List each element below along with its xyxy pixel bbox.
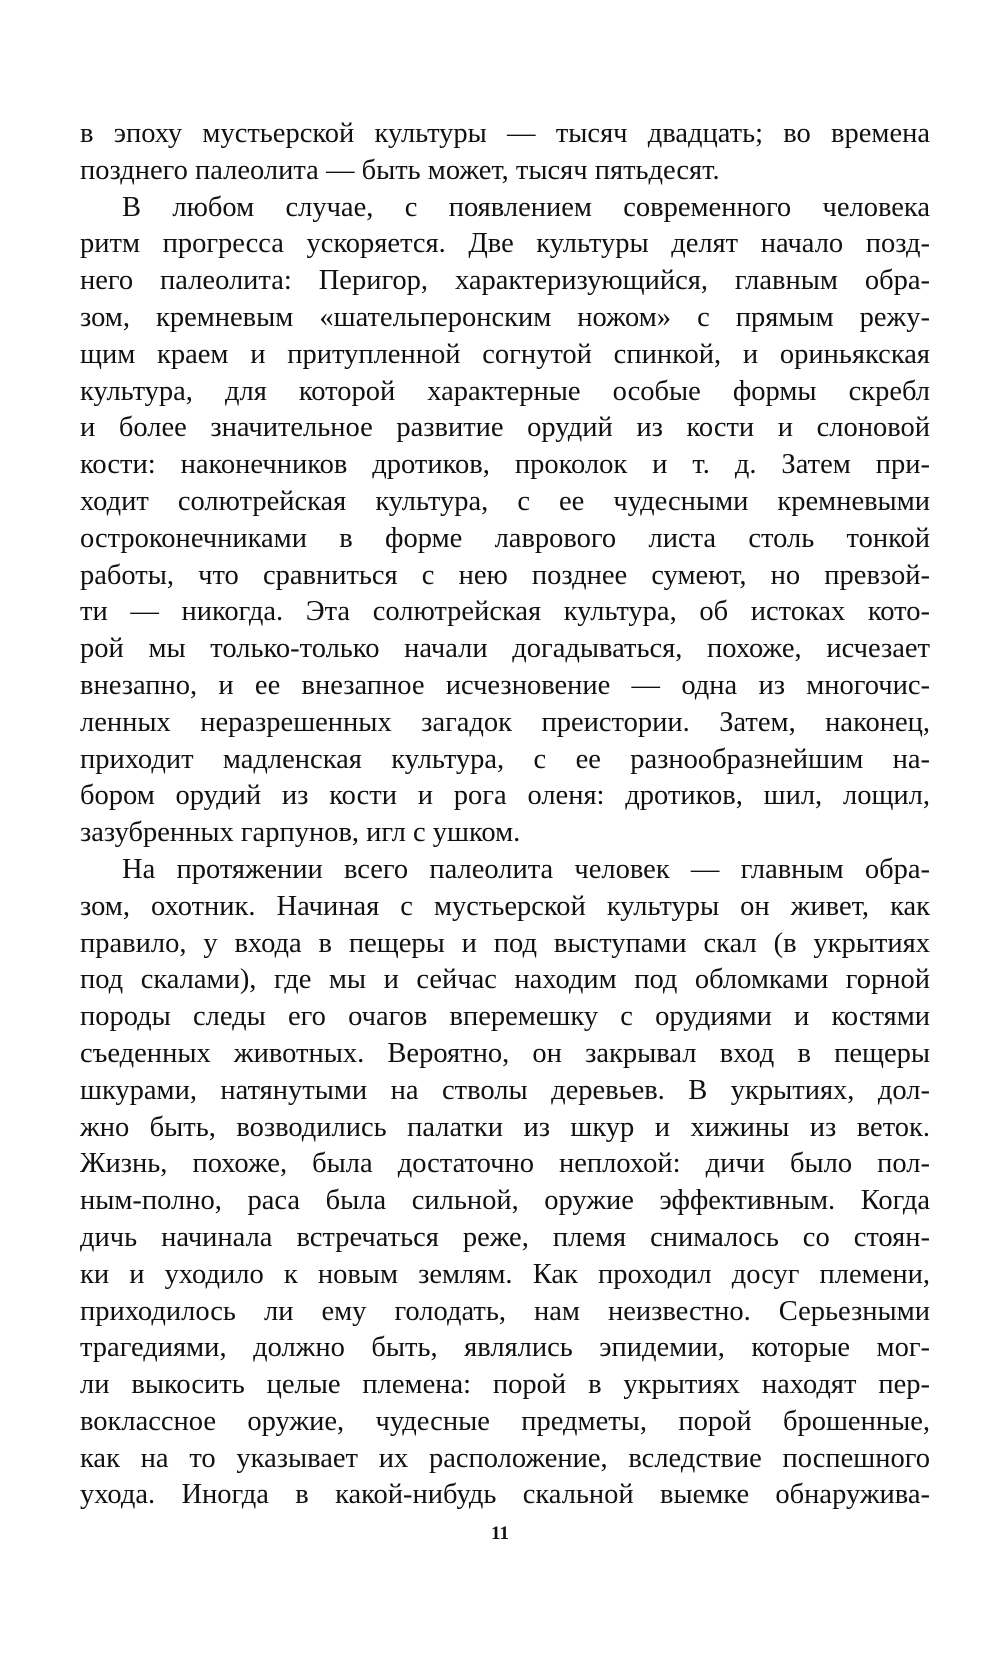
text-line: шкурами, натянутыми на стволы деревьев. В укрытиях, дол- xyxy=(80,1074,930,1106)
text-line: позднего палеолита — быть может, тысяч пятьдесят. xyxy=(80,154,720,186)
text-line: под скалами), где мы и сейчас находим под обломками горной xyxy=(80,964,930,996)
text-line: остроконечниками в форме лаврового листа столь тонкой xyxy=(80,522,930,554)
text-line: воклассное оружие, чудесные предметы, порой брошенные, xyxy=(80,1405,930,1437)
text-line: него палеолита: Перигор, характеризующийся, главным обра- xyxy=(80,265,930,297)
text-line: рой мы только-только начали догадываться, похоже, исчезает xyxy=(80,633,930,665)
text-line: и более значительное развитие орудий из кости и слоновой xyxy=(80,412,930,444)
text-line: внезапно, и ее внезапное исчезновение — одна из многочис- xyxy=(80,669,930,701)
page-number: 11 xyxy=(491,1523,509,1544)
text-line: дичь начинала встречаться реже, племя снималось со стоян- xyxy=(80,1221,930,1253)
text-line: На протяжении всего палеолита человек — главным обра- xyxy=(122,853,930,885)
text-line: приходилось ли ему голодать, нам неизвестно. Серьезными xyxy=(80,1295,930,1327)
text-line: правило, у входа в пещеры и под выступами скал (в укрытиях xyxy=(80,927,930,959)
text-line: кости: наконечников дротиков, проколок и т. д. Затем при- xyxy=(80,449,930,481)
text-line: В любом случае, с появлением современного человека xyxy=(122,191,930,223)
text-line: щим краем и притупленной согнутой спинкой, и ориньякская xyxy=(80,338,930,370)
text-line: ухода. Иногда в какой-нибудь скальной выемке обнаружива- xyxy=(80,1479,930,1511)
text-line: бором орудий из кости и рога оленя: дротиков, шил, лощил, xyxy=(80,780,930,812)
text-line: ным-полно, раса была сильной, оружие эффективным. Когда xyxy=(80,1185,930,1217)
text-line: ки и уходило к новым землям. Как проходил досуг племени, xyxy=(80,1258,930,1290)
text-line: ритм прогресса ускоряется. Две культуры делят начало позд- xyxy=(80,228,930,260)
body-text xyxy=(80,116,930,1514)
text-line: зом, кремневым «шательперонским ножом» с прямым режу- xyxy=(80,301,930,333)
text-line: жно быть, возводились палатки из шкур и хижины из веток. xyxy=(80,1111,930,1143)
text-line: ли выкосить целые племена: порой в укрытиях находят пер- xyxy=(80,1369,930,1401)
text-line: работы, что сравниться с нею позднее сумеют, но превзой- xyxy=(80,559,930,591)
text-line: трагедиями, должно быть, являлись эпидемии, которые мог- xyxy=(80,1332,930,1364)
text-line: Жизнь, похоже, была достаточно неплохой: дичи было пол- xyxy=(80,1148,930,1180)
text-line: съеденных животных. Вероятно, он закрывал вход в пещеры xyxy=(80,1037,930,1069)
text-line: культура, для которой характерные особые формы скребл xyxy=(80,375,930,407)
text-line: приходит мадленская культура, с ее разнообразнейшим на- xyxy=(80,743,930,775)
text-line: породы следы его очагов вперемешку с орудиями и костями xyxy=(80,1001,930,1033)
text-line: зом, охотник. Начиная с мустьерской культуры он живет, как xyxy=(80,890,930,922)
text-line: как на то указывает их расположение, вследствие поспешного xyxy=(80,1442,930,1474)
text-line: ходит солютрейская культура, с ее чудесными кремневыми xyxy=(80,485,930,517)
text-line: зазубренных гарпунов, игл с ушком. xyxy=(80,817,521,849)
text-line: в эпоху мустьерской культуры — тысяч двадцать; во времена xyxy=(80,118,930,149)
text-line: ти — никогда. Эта солютрейская культура, об истоках кото- xyxy=(80,596,930,628)
text-line: ленных неразрешенных загадок преистории. Затем, наконец, xyxy=(80,706,930,738)
